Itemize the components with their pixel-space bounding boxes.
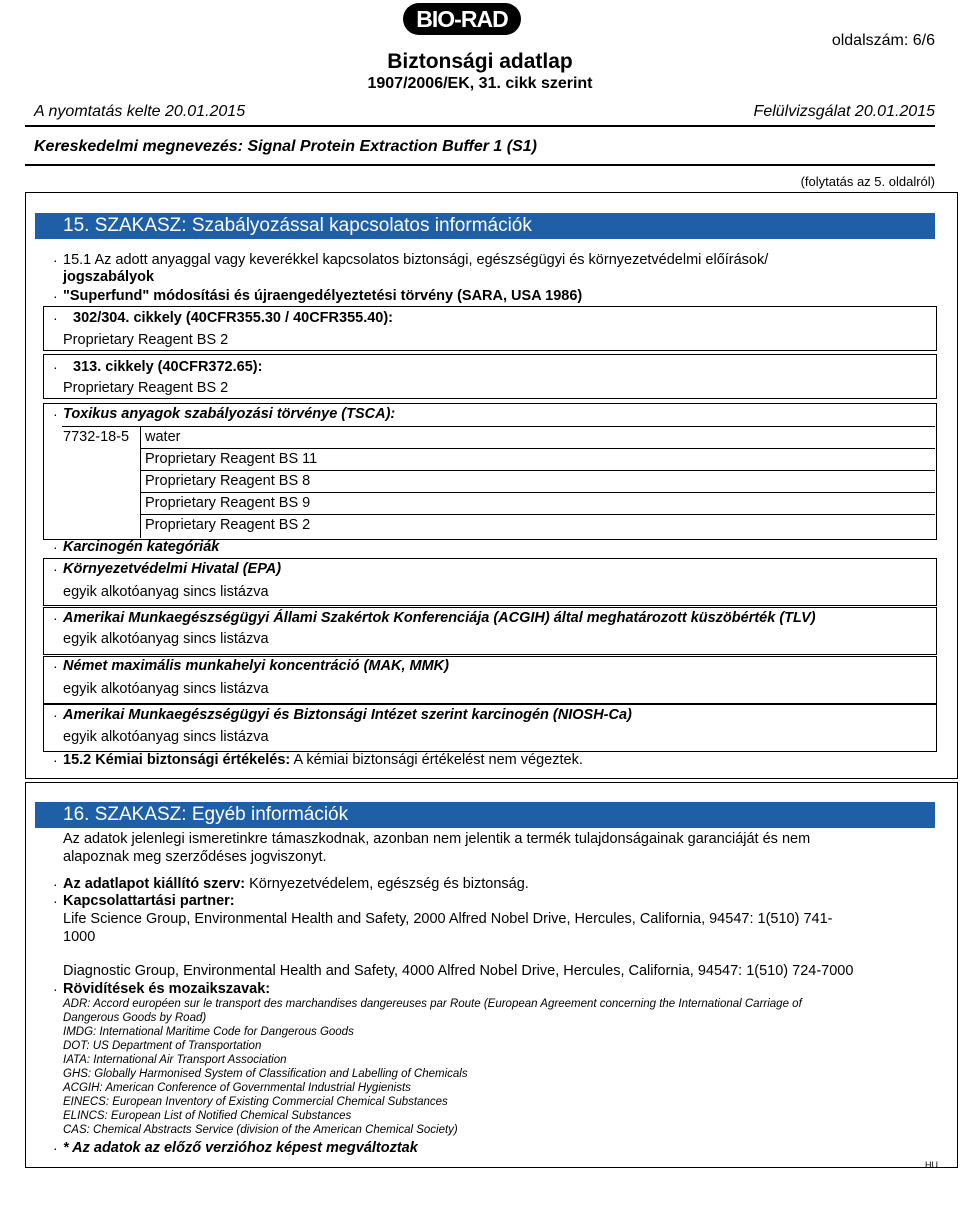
section-16-heading: 16. SZAKASZ: Egyéb információk [35,802,935,828]
sec302-title: 302/304. cikkely (40CFR355.30 / 40CFR355.40): [73,310,394,326]
continued-note: (folytatás az 5. oldalról) [800,174,935,189]
bio-rad-logo [403,3,521,35]
document-subtitle: 1907/2006/EK, 31. cikk szerint [367,75,593,92]
trade-name-divider [25,164,935,166]
print-date: A nyomtatás kelte 20.01.2015 [34,103,246,120]
carcinogen-title: Karcinogén kategóriák [63,539,220,555]
abbr-label: Rövidítések és mozaikszavak: [63,981,271,997]
abbr-item: ACGIH: American Conference of Governmental Industrial Hygienists [63,1082,411,1094]
abbr-item: ELINCS: European List of Notified Chemical Substances [63,1110,352,1122]
sec302-value: Proprietary Reagent BS 2 [63,332,229,348]
niosh-title: Amerikai Munkaegészségügyi és Biztonsági Intézet szerint karcinogén (NIOSH-Ca) [63,707,632,723]
s15-2-value: A kémiai biztonsági értékelést nem végeztek. [293,752,583,768]
niosh-value: egyik alkotóanyag sincs listázva [63,729,269,745]
abbr-item: EINECS: European Inventory of Existing Commercial Chemical Substances [63,1096,448,1108]
sec313-value: Proprietary Reagent BS 2 [63,380,229,396]
s15-1-title-line2: jogszabályok [63,269,155,285]
changed-note: * Az adatok az előző verzióhoz képest megváltoztak [63,1140,418,1156]
abbr-item: CAS: Chemical Abstracts Service (division of the American Chemical Society) [63,1124,458,1136]
tsca-title: Toxikus anyagok szabályozási törvénye (TSCA): [63,406,396,422]
tsca-name-3: Proprietary Reagent BS 9 [145,495,311,511]
intro-line1: Az adatok jelenlegi ismeretinkre támaszkodnak, azonban nem jelentik a termék tulajdonságainak garanciáját és nem [63,831,811,847]
mak-title: Német maximális munkahelyi koncentráció (MAK, MMK) [63,658,449,674]
s15-2-line [63,752,583,768]
contact2: Diagnostic Group, Environmental Health and Safety, 4000 Alfred Nobel Drive, Hercules, California, 94547: 1(510) 724-7000 [63,963,854,979]
abbr-item: GHS: Globally Harmonised System of Classification and Labelling of Chemicals [63,1068,468,1080]
s15-2-label: 15.2 Kémiai biztonsági értékelés: [63,752,291,768]
trade-name: Kereskedelmi megnevezés: Signal Protein Extraction Buffer 1 (S1) [34,138,537,155]
intro-line2: alapoznak meg szerződéses jogviszonyt. [63,849,327,865]
document-title: Biztonsági adatlap [387,50,573,73]
contact1-line1: Life Science Group, Environmental Health and Safety, 2000 Alfred Nobel Drive, Hercules, California, 94547: 1(510) 741- [63,911,833,927]
issuer-line [63,876,529,892]
page-number: oldalszám: 6/6 [831,32,935,49]
contact1-line2: 1000 [63,929,96,945]
tsca-name-2: Proprietary Reagent BS 8 [145,473,311,489]
language-code: HU [925,1160,938,1170]
revision-date: Felülvizsgálat 20.01.2015 [753,103,935,120]
abbr-item: Dangerous Goods by Road) [63,1012,207,1024]
superfund-title: "Superfund" módosítási és újraengedélyeztetési törvény (SARA, USA 1986) [63,288,583,304]
abbr-item: DOT: US Department of Transportation [63,1040,262,1052]
epa-title: Környezetvédelmi Hivatal (EPA) [63,561,282,577]
logo-text: BIO-RAD [416,6,508,32]
mak-value: egyik alkotóanyag sincs listázva [63,681,269,697]
section-15-heading: 15. SZAKASZ: Szabályozással kapcsolatos információk [35,213,935,239]
acgih-title: Amerikai Munkaegészségügyi Állami Szakértok Konferenciája (ACGIH) által meghatározott küszöbérték (TLV) [63,610,816,626]
s15-1-title-line1: 15.1 Az adott anyaggal vagy keverékkel kapcsolatos biztonsági, egészségügyi és környezetvédelmi előírások/ [63,252,769,268]
header-divider [25,125,935,127]
epa-value: egyik alkotóanyag sincs listázva [63,584,269,600]
tsca-cas-0: 7732-18-5 [63,429,130,445]
tsca-name-4: Proprietary Reagent BS 2 [145,517,311,533]
tsca-name-1: Proprietary Reagent BS 11 [145,451,318,467]
tsca-name-0: water [145,429,181,445]
abbr-item: ADR: Accord européen sur le transport des marchandises dangereuses par Route (European Agreement concerning the International Carriage of [63,998,802,1010]
contact-label: Kapcsolattartási partner: [63,893,235,909]
abbr-item: IATA: International Air Transport Association [63,1054,287,1066]
issuer-value: Környezetvédelem, egészség és biztonság. [249,876,529,892]
issuer-label: Az adatlapot kiállító szerv: [63,876,246,892]
acgih-value: egyik alkotóanyag sincs listázva [63,631,269,647]
abbr-item: IMDG: International Maritime Code for Dangerous Goods [63,1026,354,1038]
sec313-title: 313. cikkely (40CFR372.65): [73,359,263,375]
